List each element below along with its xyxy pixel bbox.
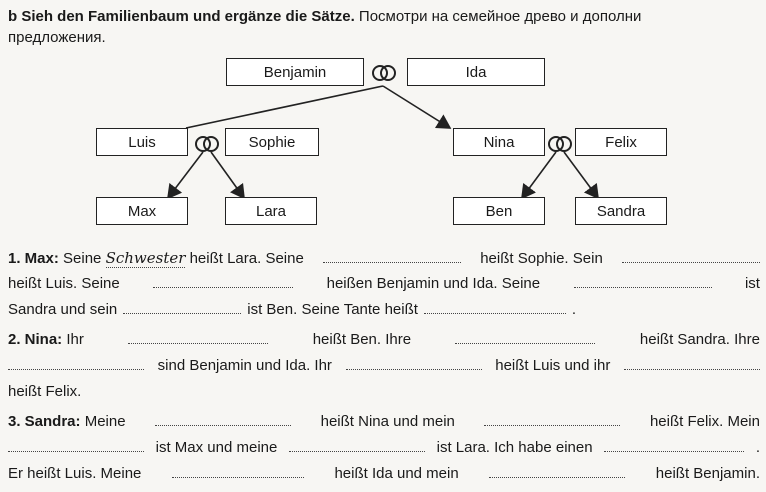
text: heißt Felix. xyxy=(8,383,82,400)
blank-field[interactable] xyxy=(624,355,760,370)
text: heißt Luis und ihr xyxy=(495,357,611,374)
wedding-rings-icon xyxy=(547,134,573,154)
blank-field[interactable] xyxy=(323,248,461,263)
instruction-russian-cont: предложения. xyxy=(8,29,106,46)
blank-field[interactable] xyxy=(153,273,293,288)
exercise-number: 2. Nina: xyxy=(8,331,63,348)
blank-field[interactable] xyxy=(128,329,268,344)
text: ist Ben. Seine Tante heißt xyxy=(247,301,418,318)
text: heißt Luis. Seine xyxy=(8,275,120,292)
box-child-ben: Ben xyxy=(453,197,545,225)
blank-field[interactable] xyxy=(574,273,712,288)
blank-field[interactable] xyxy=(8,355,144,370)
box-grandmother: Ida xyxy=(407,58,545,86)
text: sind Benjamin und Ida. Ihr xyxy=(157,357,332,374)
box-right-mother: Nina xyxy=(453,128,545,156)
blank-field[interactable] xyxy=(155,411,291,426)
box-child-lara: Lara xyxy=(225,197,317,225)
blank-field[interactable] xyxy=(346,355,482,370)
text: heißt Sophie. Sein xyxy=(480,250,603,267)
text: Meine xyxy=(84,413,126,430)
text: heißt Nina und mein xyxy=(320,413,455,430)
exercise-number: 1. Max: xyxy=(8,250,59,267)
blank-field[interactable] xyxy=(123,299,241,314)
wedding-rings-icon xyxy=(371,63,397,83)
text: heißt Ben. Ihre xyxy=(312,331,412,348)
blank-field[interactable] xyxy=(622,248,760,263)
blank-field[interactable] xyxy=(8,437,144,452)
box-grandfather: Benjamin xyxy=(226,58,364,86)
text: Ihr xyxy=(66,331,84,348)
box-right-father: Felix xyxy=(575,128,667,156)
blank-field[interactable] xyxy=(424,299,566,314)
filled-answer: Schwester xyxy=(105,249,186,267)
blank-field[interactable] xyxy=(455,329,595,344)
box-child-max: Max xyxy=(96,197,188,225)
text: ist Lara. Ich habe einen xyxy=(436,439,593,456)
blank-field[interactable] xyxy=(289,437,425,452)
text: ist xyxy=(744,275,760,292)
text: heißt Lara. Seine xyxy=(189,250,304,267)
box-child-sandra: Sandra xyxy=(575,197,667,225)
box-left-mother: Sophie xyxy=(225,128,319,156)
text: Sandra und sein xyxy=(8,301,118,318)
text: heißt Sandra. Ihre xyxy=(639,331,760,348)
text: heißt Ida und mein xyxy=(334,465,459,482)
box-left-father: Luis xyxy=(96,128,188,156)
instruction-russian: Посмотри на семейное древо и дополни xyxy=(358,8,642,25)
text: Er heißt Luis. Meine xyxy=(8,465,142,482)
text: . xyxy=(571,301,577,318)
text: heißt Felix. Mein xyxy=(649,413,760,430)
text: heißt Benjamin. xyxy=(655,465,760,482)
blank-field[interactable] xyxy=(484,411,620,426)
exercise-number: 3. Sandra: xyxy=(8,413,81,430)
blank-field[interactable] xyxy=(172,463,304,478)
text: Seine xyxy=(63,250,102,267)
text: heißen Benjamin und Ida. Seine xyxy=(326,275,541,292)
text: ist Max und meine xyxy=(155,439,278,456)
blank-field[interactable] xyxy=(489,463,625,478)
text: . xyxy=(755,439,760,456)
blank-field[interactable] xyxy=(604,437,744,452)
instruction-german: b Sieh den Familienbaum und ergänze die Sätze. xyxy=(8,8,355,25)
wedding-rings-icon xyxy=(194,134,220,154)
